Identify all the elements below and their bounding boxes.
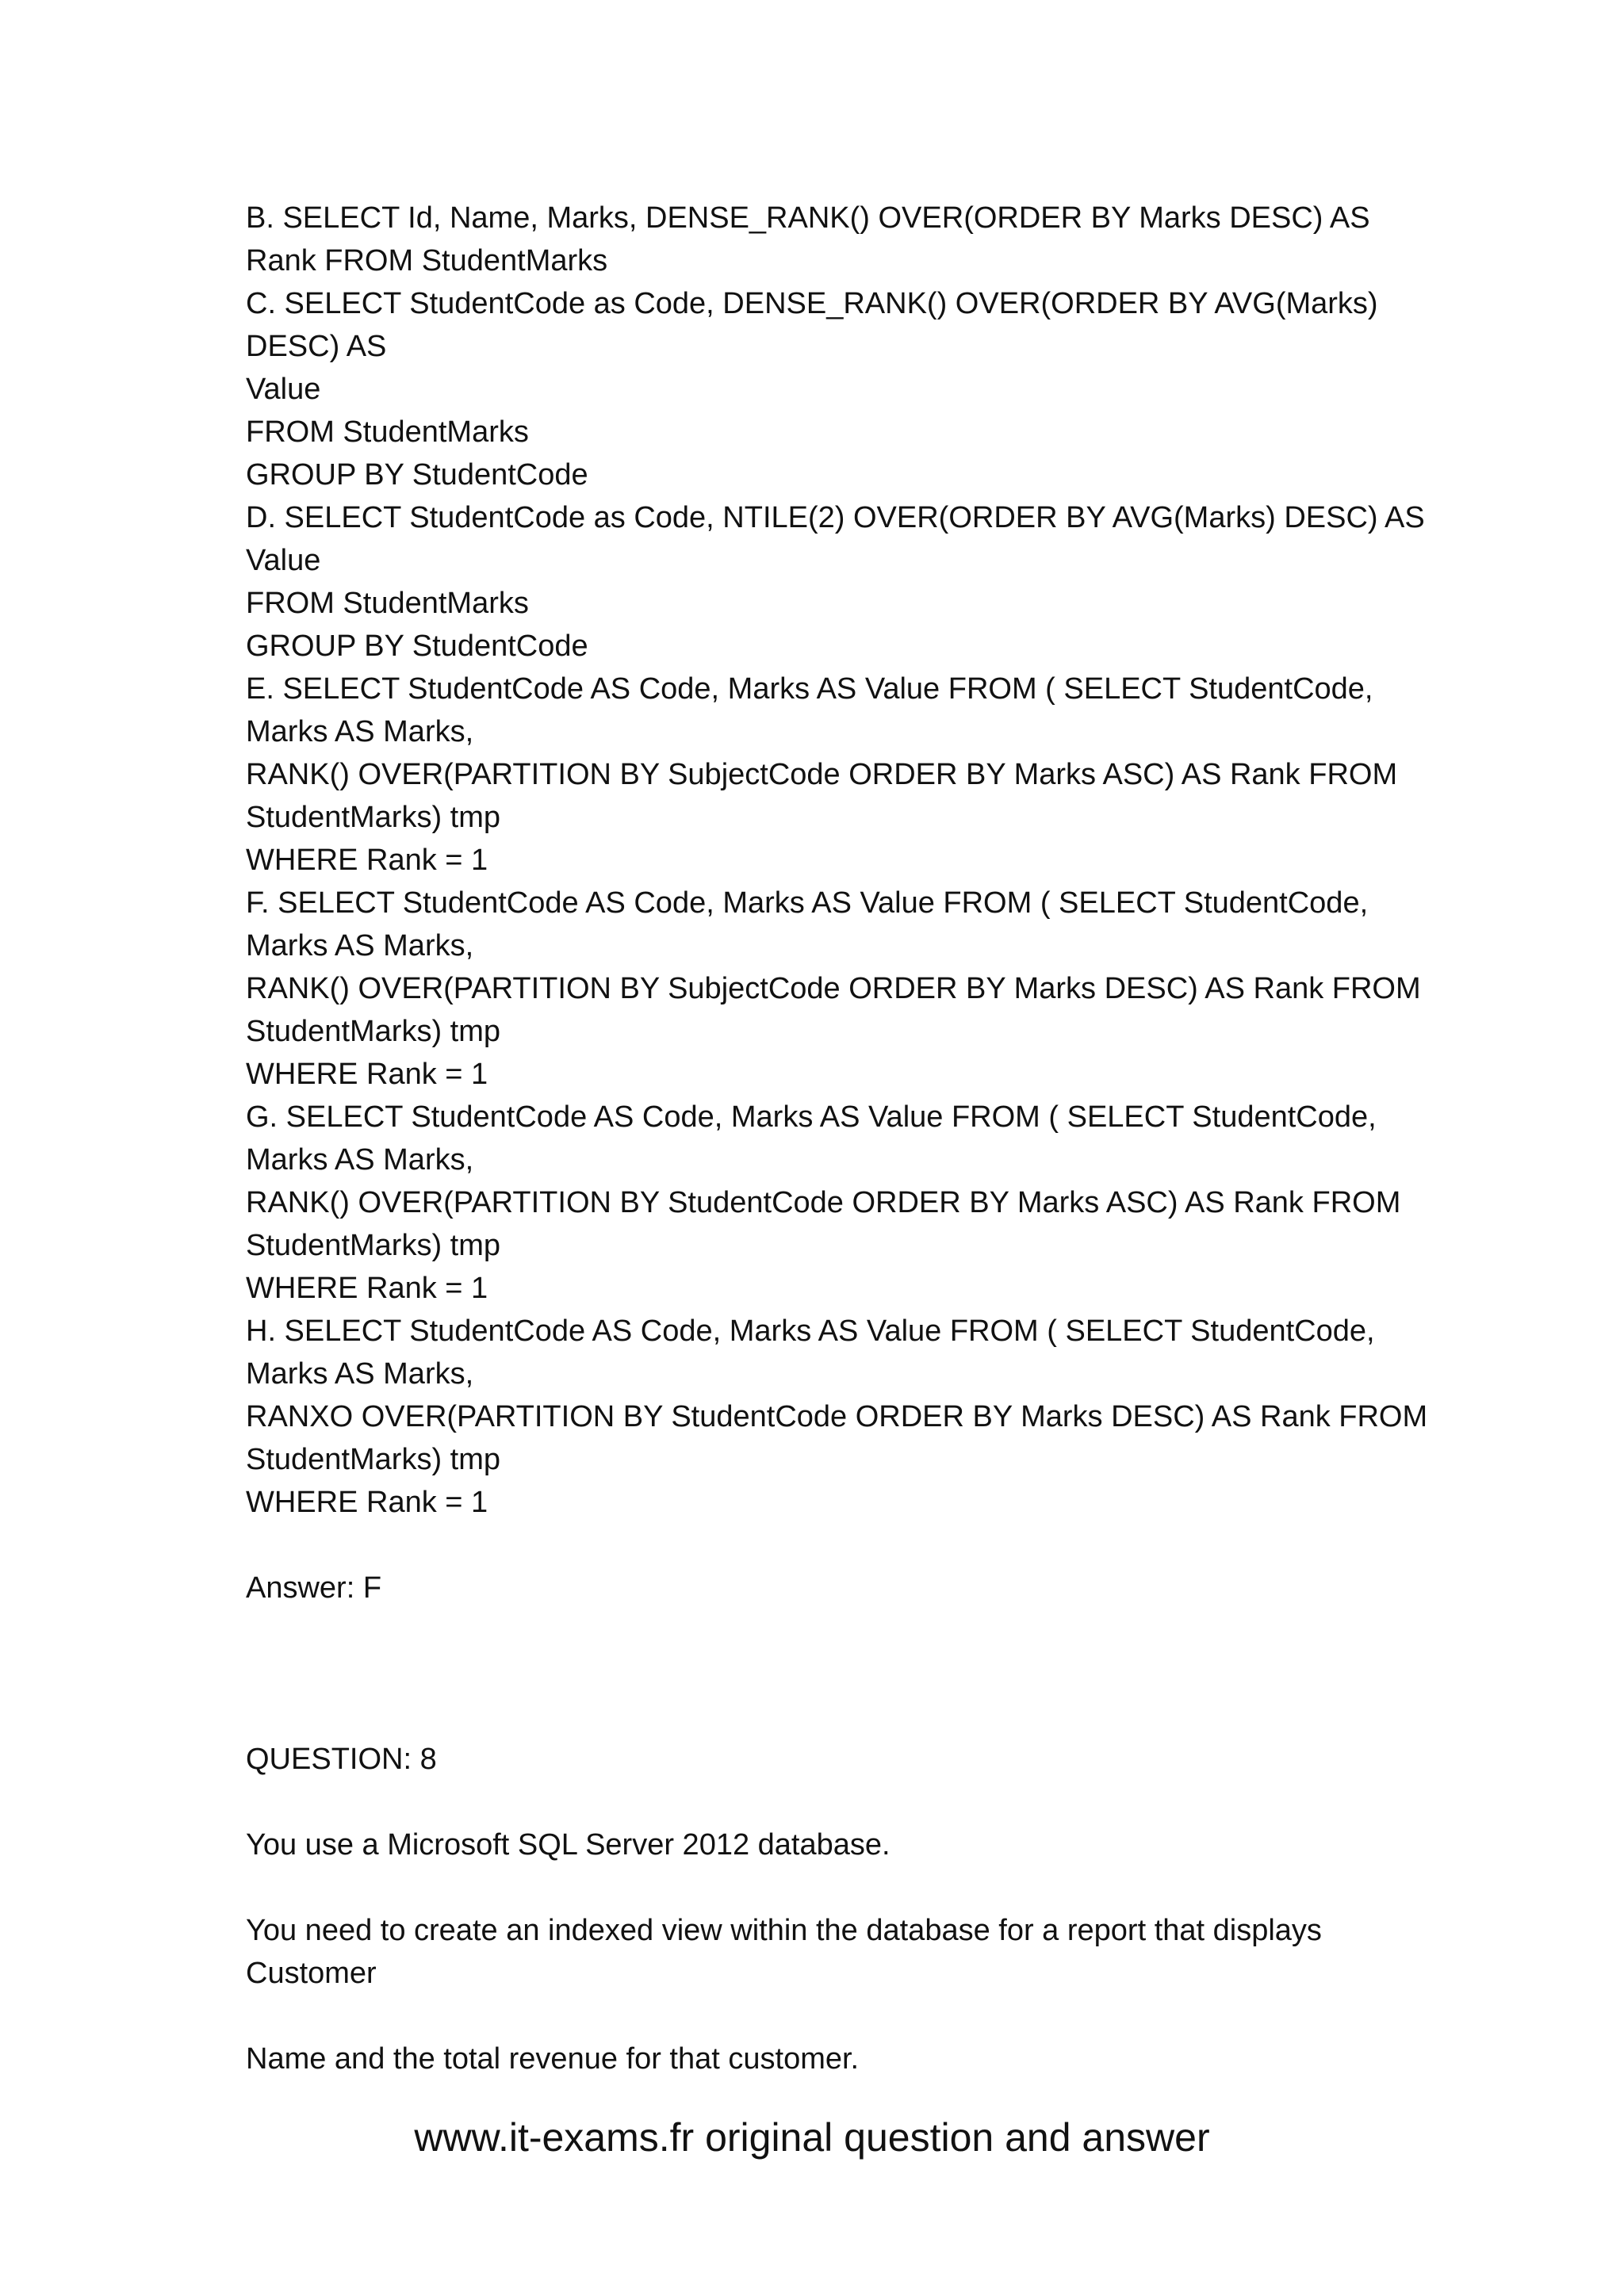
question-heading: QUESTION: 8: [246, 1743, 437, 1776]
option-line: GROUP BY StudentCode: [246, 629, 588, 663]
option-line: Value: [246, 544, 321, 577]
option-line: C. SELECT StudentCode as Code, DENSE_RANK() OVER(ORDER BY AVG(Marks): [246, 287, 1378, 320]
question-body: [246, 1781, 1419, 2080]
option-line: WHERE Rank = 1: [246, 1272, 488, 1305]
question-line: You use a Microsoft SQL Server 2012 database.: [246, 1828, 891, 1862]
page-content: [246, 197, 1428, 2080]
option-line: RANK() OVER(PARTITION BY SubjectCode ORDER BY Marks ASC) AS Rank FROM: [246, 758, 1398, 791]
option-line: G. SELECT StudentCode AS Code, Marks AS Value FROM ( SELECT StudentCode,: [246, 1100, 1377, 1134]
option-line: B. SELECT Id, Name, Marks, DENSE_RANK() OVER(ORDER BY Marks DESC) AS: [246, 201, 1370, 235]
option-line: FROM StudentMarks: [246, 587, 529, 620]
answer-line: Answer: F: [246, 1571, 382, 1605]
question-line: Name and the total revenue for that customer.: [246, 2042, 860, 2076]
question-paragraph: [246, 2038, 1419, 2080]
spacer: [246, 1866, 1419, 1909]
option-line: E. SELECT StudentCode AS Code, Marks AS Value FROM ( SELECT StudentCode,: [246, 672, 1373, 706]
spacer: [246, 1524, 1419, 1567]
spacer: [246, 1995, 1419, 2038]
option-line: WHERE Rank = 1: [246, 844, 488, 877]
question-line: You need to create an indexed view within the database for a report that displays: [246, 1914, 1322, 1947]
option-line: RANK() OVER(PARTITION BY StudentCode ORDER BY Marks ASC) AS Rank FROM: [246, 1186, 1401, 1219]
option-line: StudentMarks) tmp: [246, 801, 500, 834]
answer-options: [246, 197, 1428, 1524]
option-line: Value: [246, 373, 321, 406]
option-line: F. SELECT StudentCode AS Code, Marks AS Value FROM ( SELECT StudentCode,: [246, 886, 1369, 920]
option-line: GROUP BY StudentCode: [246, 458, 588, 492]
option-line: DESC) AS: [246, 330, 387, 363]
option-line: WHERE Rank = 1: [246, 1058, 488, 1091]
option-line: FROM StudentMarks: [246, 415, 529, 449]
option-line: Marks AS Marks,: [246, 715, 474, 748]
option-line: StudentMarks) tmp: [246, 1229, 500, 1262]
option-line: RANXO OVER(PARTITION BY StudentCode ORDER BY Marks DESC) AS Rank FROM: [246, 1400, 1428, 1433]
question-paragraph: [246, 1909, 1419, 1995]
question-paragraph: [246, 1823, 1419, 1866]
option-line: H. SELECT StudentCode AS Code, Marks AS Value FROM ( SELECT StudentCode,: [246, 1314, 1375, 1348]
option-line: StudentMarks) tmp: [246, 1443, 500, 1476]
option-line: StudentMarks) tmp: [246, 1015, 500, 1048]
page-footer: www.it-exams.fr original question and answer: [414, 2115, 1210, 2160]
option-line: Marks AS Marks,: [246, 929, 474, 962]
option-line: WHERE Rank = 1: [246, 1486, 488, 1519]
option-line: D. SELECT StudentCode as Code, NTILE(2) OVER(ORDER BY AVG(Marks) DESC) AS: [246, 501, 1425, 534]
option-line: Marks AS Marks,: [246, 1357, 474, 1391]
spacer: [246, 1781, 1419, 1823]
option-line: RANK() OVER(PARTITION BY SubjectCode ORDER BY Marks DESC) AS Rank FROM: [246, 972, 1421, 1005]
option-line: Rank FROM StudentMarks: [246, 244, 608, 277]
question-line: Customer: [246, 1957, 377, 1990]
option-line: Marks AS Marks,: [246, 1143, 474, 1177]
spacer: [246, 1609, 1419, 1738]
